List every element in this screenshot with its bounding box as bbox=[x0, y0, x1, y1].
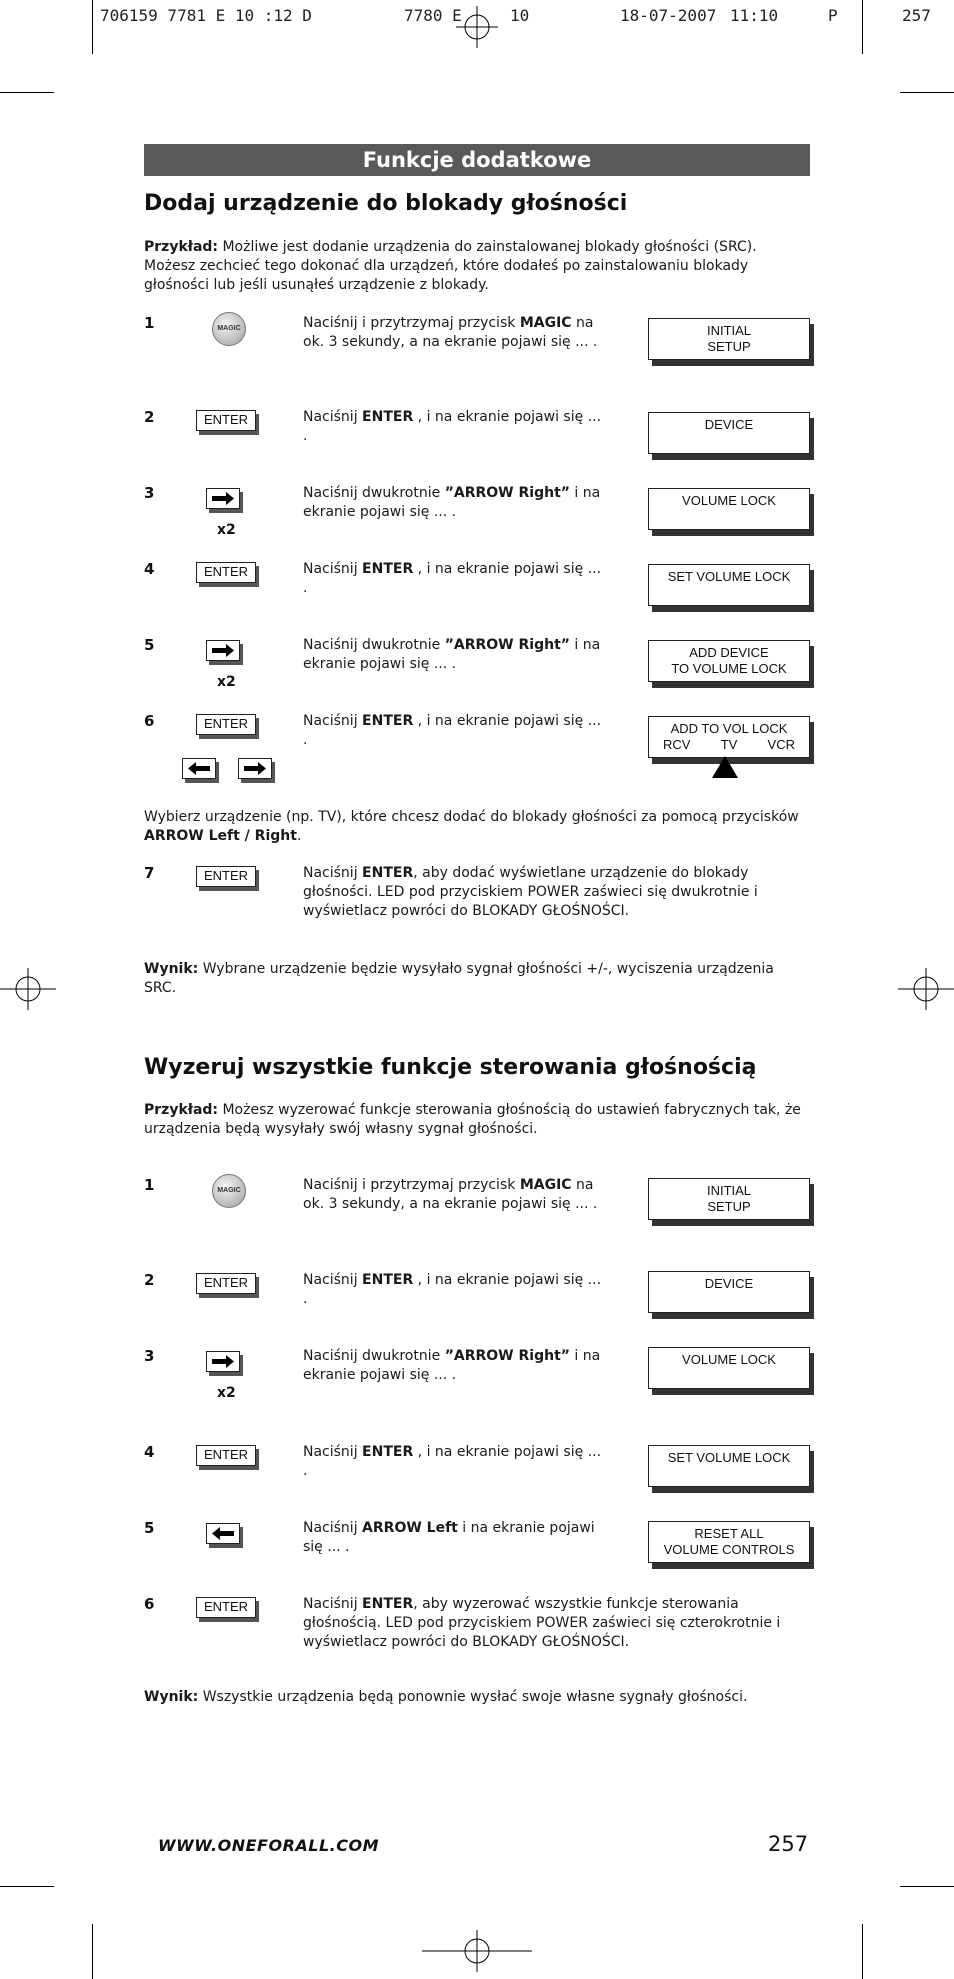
enter-key-icon: ENTER bbox=[196, 1445, 256, 1466]
example-label: Przykład: bbox=[144, 239, 219, 255]
crop-mark bbox=[0, 92, 54, 93]
section-title-reset-volume: Wyzeruj wszystkie funkcje sterowania głośnością bbox=[144, 1055, 757, 1080]
step-row bbox=[144, 1271, 810, 1331]
arrow-left-key-icon bbox=[206, 1523, 240, 1544]
crop-mark bbox=[900, 1886, 954, 1887]
step-description: Naciśnij dwukrotnie ”ARROW Right” i na ekranie pojawi się ... . bbox=[303, 1348, 601, 1383]
crop-mark bbox=[92, 0, 93, 54]
step-description: Naciśnij ENTER , i na ekranie pojawi się ... . bbox=[303, 713, 602, 748]
step-row bbox=[144, 484, 810, 544]
step-row bbox=[144, 1176, 810, 1236]
lcd-display: RESET ALL VOLUME CONTROLS bbox=[648, 1521, 810, 1563]
print-slug bbox=[100, 6, 940, 28]
slug-date: 18-07-2007 bbox=[620, 6, 717, 25]
example-paragraph: Przykład: Możesz wyzerować funkcje sterowania głośnością do ustawień fabrycznych tak, że urządzenia będą wysyłały swój własny sygnał głośności. bbox=[144, 1102, 801, 1137]
lcd-option-tv: TV bbox=[720, 737, 738, 752]
repeat-count: x2 bbox=[217, 1385, 236, 1401]
arrow-left-key-icon bbox=[182, 758, 216, 779]
crop-mark bbox=[862, 0, 863, 54]
enter-key-icon: ENTER bbox=[196, 1273, 256, 1294]
enter-key-icon: ENTER bbox=[196, 562, 256, 583]
repeat-count: x2 bbox=[217, 522, 236, 538]
crop-mark bbox=[92, 1924, 93, 1979]
step-description: Naciśnij ENTER , i na ekranie pojawi się ... . bbox=[303, 409, 602, 444]
step-row bbox=[144, 1519, 810, 1579]
section-title-add-device: Dodaj urządzenie do blokady głośności bbox=[144, 191, 628, 216]
arrow-right-key-icon bbox=[238, 758, 272, 779]
crop-mark bbox=[862, 1924, 863, 1979]
step-row bbox=[144, 408, 810, 468]
step-row bbox=[144, 864, 810, 934]
step-description: Naciśnij i przytrzymaj przycisk MAGIC na ok. 3 sekundy, a na ekranie pojawi się ... . bbox=[303, 315, 598, 350]
step-row bbox=[144, 1443, 810, 1503]
step-number: 7 bbox=[144, 864, 155, 882]
lcd-display: INITIAL SETUP bbox=[648, 318, 810, 360]
enter-key-icon: ENTER bbox=[196, 410, 256, 431]
step-description: Naciśnij dwukrotnie ”ARROW Right” i na ekranie pojawi się ... . bbox=[303, 637, 601, 672]
lcd-display: SET VOLUME LOCK bbox=[648, 564, 810, 606]
step-number: 5 bbox=[144, 636, 155, 654]
step-description: Naciśnij ENTER , i na ekranie pojawi się ... . bbox=[303, 1444, 602, 1479]
registration-mark-icon bbox=[898, 968, 954, 1010]
step-description: Naciśnij ENTER, aby dodać wyświetlane urządzenie do blokady głośności. LED pod przyciskiem POWER zaświeci się dwukrotnie i wyświetlacz powróci do BLOKADY GŁOŚNOŚCI. bbox=[303, 865, 758, 919]
step-row bbox=[144, 712, 810, 792]
arrow-right-key-icon bbox=[206, 1351, 240, 1372]
step-row bbox=[144, 560, 810, 620]
lcd-display: VOLUME LOCK bbox=[648, 1347, 810, 1389]
section-banner: Funkcje dodatkowe bbox=[144, 144, 810, 176]
result-paragraph: Wynik: Wszystkie urządzenia będą ponownie wysłać swoje własne sygnały głośności. bbox=[144, 1689, 748, 1705]
step-row bbox=[144, 1347, 810, 1407]
slug-sheet: 257 bbox=[902, 6, 931, 25]
lcd-display: DEVICE bbox=[648, 1271, 810, 1313]
choose-device-paragraph: Wybierz urządzenie (np. TV), które chcesz dodać do blokady głośności za pomocą przycisków ARROW Left / Right. bbox=[144, 809, 799, 844]
slug-file: 7780 E bbox=[404, 6, 462, 25]
step-description: Naciśnij ARROW Left i na ekranie pojawi się ... . bbox=[303, 1520, 595, 1555]
registration-mark-icon bbox=[0, 968, 56, 1010]
lcd-display: DEVICE bbox=[648, 412, 810, 454]
slug-side: P bbox=[828, 6, 838, 25]
crop-mark bbox=[900, 92, 954, 93]
step-number: 1 bbox=[144, 1176, 155, 1194]
slug-time: 11:10 bbox=[730, 6, 779, 25]
arrow-right-key-icon bbox=[206, 640, 240, 661]
step-number: 6 bbox=[144, 1595, 155, 1613]
arrow-right-key-icon bbox=[206, 488, 240, 509]
enter-key-icon: ENTER bbox=[196, 714, 256, 735]
step-row bbox=[144, 636, 810, 696]
step-row bbox=[144, 314, 810, 374]
step-description: Naciśnij ENTER , i na ekranie pojawi się ... . bbox=[303, 561, 602, 596]
lcd-display: ADD TO VOL LOCK RCV TV VCR bbox=[648, 716, 810, 758]
step-number: 6 bbox=[144, 712, 155, 730]
step-number: 3 bbox=[144, 1347, 155, 1365]
magic-key-icon: MAGIC bbox=[212, 1174, 246, 1208]
repeat-count: x2 bbox=[217, 674, 236, 690]
magic-key-icon: MAGIC bbox=[212, 312, 246, 346]
lcd-display: VOLUME LOCK bbox=[648, 488, 810, 530]
step-number: 4 bbox=[144, 560, 155, 578]
lcd-display: INITIAL SETUP bbox=[648, 1178, 810, 1220]
step-number: 5 bbox=[144, 1519, 155, 1537]
lcd-option-rcv: RCV bbox=[663, 737, 691, 752]
registration-mark-icon bbox=[422, 1930, 532, 1972]
step-row bbox=[144, 1595, 810, 1665]
lcd-display: ADD DEVICE TO VOLUME LOCK bbox=[648, 640, 810, 682]
enter-key-icon: ENTER bbox=[196, 866, 256, 887]
step-number: 3 bbox=[144, 484, 155, 502]
crop-mark bbox=[0, 1886, 54, 1887]
page-number: 257 bbox=[768, 1832, 809, 1856]
step-number: 2 bbox=[144, 408, 155, 426]
lcd-option-vcr: VCR bbox=[767, 737, 795, 752]
step-number: 2 bbox=[144, 1271, 155, 1289]
footer-website-link[interactable]: WWW.ONEFORALL.COM bbox=[158, 1836, 380, 1855]
step-description: Naciśnij i przytrzymaj przycisk MAGIC na ok. 3 sekundy, a na ekranie pojawi się ... . bbox=[303, 1177, 598, 1212]
step-number: 1 bbox=[144, 314, 155, 332]
registration-mark-icon bbox=[456, 6, 498, 48]
example-paragraph bbox=[144, 238, 810, 295]
slug-job: 706159 7781 E 10 :12 D bbox=[100, 6, 312, 25]
lcd-display: SET VOLUME LOCK bbox=[648, 1445, 810, 1487]
example-text: Możliwe jest dodanie urządzenia do zainstalowanej blokady głośności (SRC). Możesz zechcieć tego dokonać dla urządzeń, które dodałeś po zainstalowaniu blokady głośności lub jeśli usunąłeś urządzenie z blokady. bbox=[144, 239, 757, 293]
enter-key-icon: ENTER bbox=[196, 1597, 256, 1618]
step-number: 4 bbox=[144, 1443, 155, 1461]
result-paragraph: Wynik: Wybrane urządzenie będzie wysyłało sygnał głośności +/-, wyciszenia urządzenia SRC. bbox=[144, 961, 774, 996]
selection-pointer-icon bbox=[712, 756, 738, 778]
step-description: Naciśnij dwukrotnie ”ARROW Right” i na ekranie pojawi się ... . bbox=[303, 485, 601, 520]
step-description: Naciśnij ENTER, aby wyzerować wszystkie funkcje sterowania głośnością. LED pod przyciskiem POWER zaświeci się czterokrotnie i wyświetlacz powróci do BLOKADY GŁOŚNOŚCI. bbox=[303, 1596, 781, 1650]
slug-page-code: 10 bbox=[510, 6, 530, 25]
step-description: Naciśnij ENTER , i na ekranie pojawi się ... . bbox=[303, 1272, 602, 1307]
